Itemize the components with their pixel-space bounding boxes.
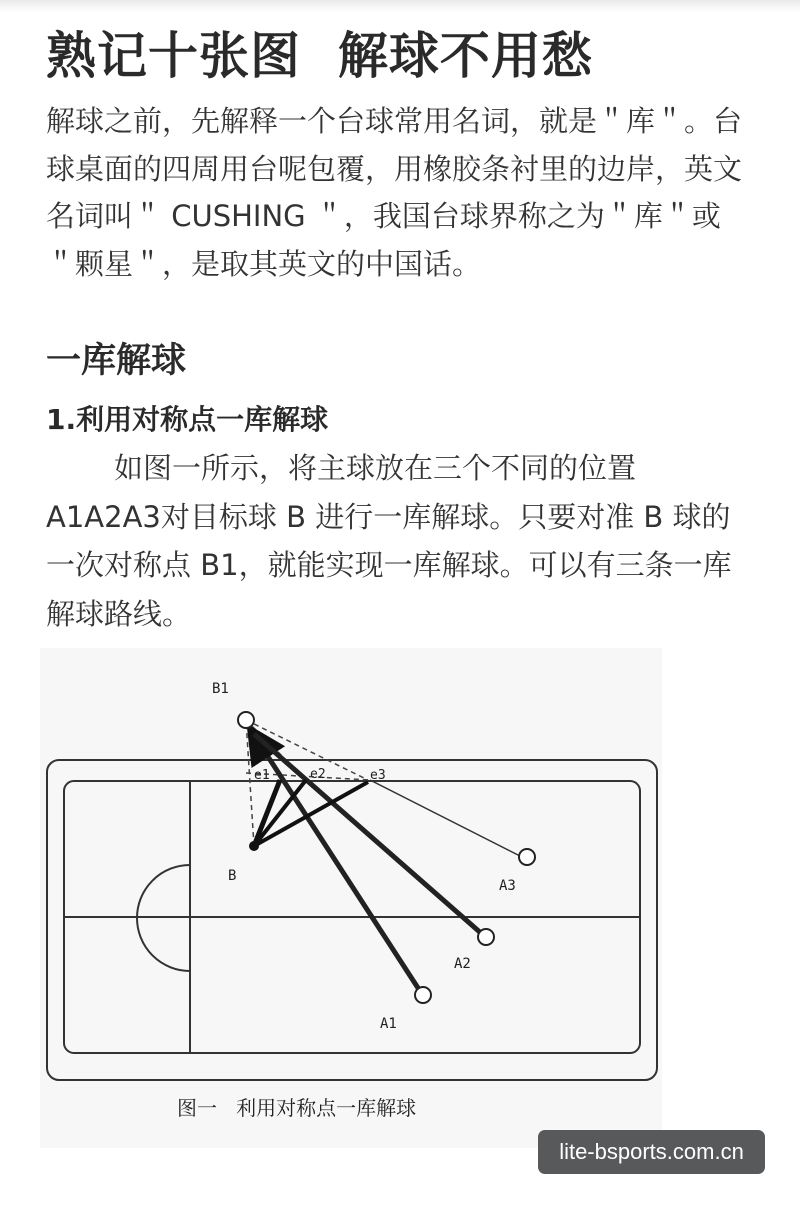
figure-diagram: [40, 648, 662, 1148]
aim-line-a2-b1: [254, 734, 482, 934]
subsection-heading: 1.利用对称点一库解球: [46, 403, 329, 436]
figure-caption: 图一 利用对称点一库解球: [177, 1096, 417, 1120]
table-outer-frame: [47, 760, 657, 1080]
ball-a3: [519, 849, 535, 865]
intro-paragraph: 解球之前，先解释一个台球常用名词，就是＂库＂。台球桌面的四周用台呢包覆，用橡胶条衬里的边岸，英文名词叫＂ CUSHING ＂，我国台球界称之为＂库＂或＂颗星＂，是取其英文的中国话。: [46, 104, 743, 281]
dashed-line-b-b1: [246, 720, 254, 846]
label-a3: A3: [499, 878, 516, 894]
label-b: B: [228, 868, 237, 884]
body-paragraph: 如图一所示，将主球放在三个不同的位置A1A2A3对目标球 B 进行一库解球。只要对准 B 球的一次对称点 B1，就能实现一库解球。可以有三条一库解球路线。: [46, 451, 732, 631]
aim-line-a1-b1: [252, 732, 418, 988]
ball-b1: [238, 712, 254, 728]
label-a2: A2: [454, 956, 471, 972]
label-a1: A1: [380, 1016, 397, 1032]
page-title: 熟记十张图 解球不用愁: [46, 27, 593, 85]
label-e1: e1: [254, 768, 270, 783]
ball-a1: [415, 987, 431, 1003]
top-edge: [0, 0, 800, 12]
rebound-line-e3-b: [254, 782, 368, 846]
aim-line-a3-cushion: [370, 780, 520, 856]
label-e2: e2: [310, 767, 326, 782]
label-b1: B1: [212, 681, 229, 697]
rebound-line-e1-b: [254, 780, 280, 846]
rebound-line-e2-b: [254, 780, 306, 846]
section-heading: 一库解球: [46, 341, 187, 381]
ball-a2: [478, 929, 494, 945]
label-e3: e3: [370, 768, 386, 783]
ball-b: [249, 841, 259, 851]
watermark-badge: lite-bsports.com.cn: [538, 1130, 765, 1174]
table-diagram-svg: [40, 648, 662, 1148]
